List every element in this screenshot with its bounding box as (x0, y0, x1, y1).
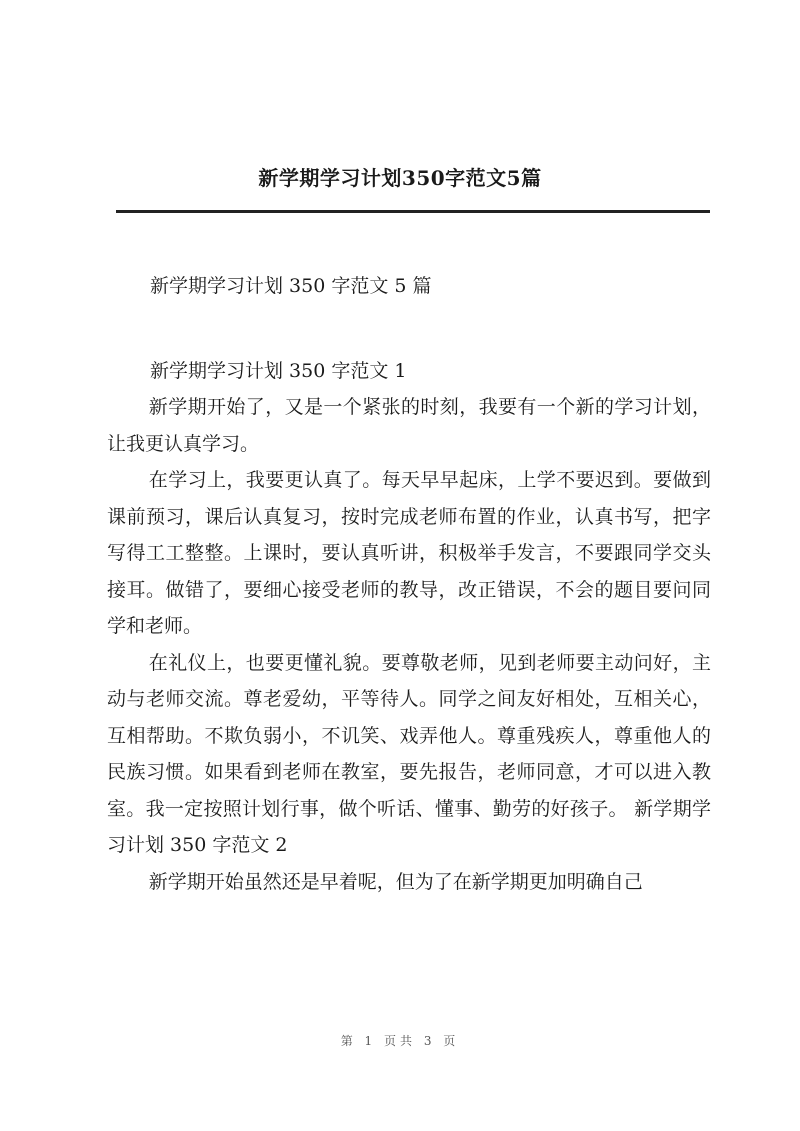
paragraph: 在礼仪上，也要更懂礼貌。要尊敬老师，见到老师要主动问好，主动与老师交流。尊老爱幼，平等待人。同学之间友好相处，互相关心，互相帮助。不欺负弱小，不讥笑、戏弄他人。尊重残疾人，尊重他人的民族习惯。如果看到老师在教室，要先报告，老师同意，才可以进入教室。我一定按照计划行事，做个听话、懂事、勤劳的好孩子。 新学期学习计划 350 字范文 2 (107, 651, 711, 856)
document-body (107, 389, 711, 900)
paragraph: 新学期开始虽然还是早着呢，但为了在新学期更加明确自己 (148, 870, 643, 893)
section-title: 新学期学习计划 350 字范文 1 (150, 360, 407, 382)
paragraph: 在学习上，我要更认真了。每天早早起床，上学不要迟到。要做到课前预习，课后认真复习，按时完成老师布置的作业，认真书写，把字写得工工整整。上课时，要认真听讲，积极举手发言，不要跟同学交头接耳。做错了，要细心接受老师的教导，改正错误，不会的题目要问同学和老师。 (107, 469, 711, 637)
document-title: 新学期学习计划 350 字范文 5 篇 (150, 275, 432, 297)
header-divider (116, 210, 710, 213)
paragraph: 新学期开始了，又是一个紧张的时刻，我要有一个新的学习计划，让我更认真学习。 (107, 396, 711, 455)
page-footer: 第 1 页共 3 页 (340, 1034, 460, 1048)
page-header-title: 新学期学习计划350字范文5篇 (258, 166, 542, 190)
